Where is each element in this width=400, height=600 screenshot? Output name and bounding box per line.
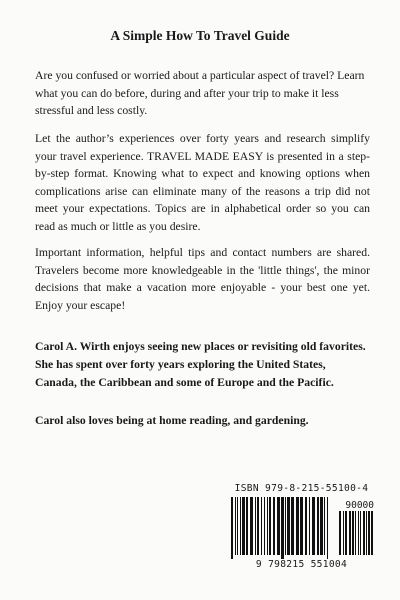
addon-bar [343, 511, 344, 555]
barcode-bar [240, 497, 241, 555]
barcode-bar [255, 497, 256, 555]
barcode-digits: 9 798215 551004 [255, 559, 348, 570]
barcode-bar [269, 497, 271, 555]
intro-paragraph: Are you confused or worried about a particular aspect of travel? Learn what you can do before, during and after your trip to make it less stressful and less costly. [35, 69, 365, 117]
barcode-bar [287, 497, 290, 555]
addon-bar [345, 511, 347, 555]
barcode-bar [312, 497, 315, 555]
cover-heading: A Simple How To Travel Guide [110, 28, 290, 43]
barcode-bar [305, 497, 307, 555]
barcode-bar [246, 497, 248, 555]
barcode-bar [324, 497, 325, 555]
barcode-bar [264, 497, 265, 555]
author-hobbies: Carol also loves being at home reading, and gardening. [35, 414, 309, 427]
barcode-bar [250, 497, 253, 555]
barcode-bar [296, 497, 299, 555]
experience-paragraph: Let the author’s experiences over forty years and research simplify your travel experience. TRAVEL MADE EASY is presented in a step-by-step format. Knowing what to expect and knowing options when complications arise can eliminate many of the reasons a trip did not meet your expectations. Topics are in alphabetical order so you can read as much or little as you desire. [35, 132, 370, 233]
tips-paragraph: Important information, helpful tips and contact numbers are shared. Travelers become more knowledgeable in the 'little things', the minor decisions that make a vacation more enjoyable - your best one yet. Enjoy your escape! [35, 246, 370, 312]
barcode-bar [242, 497, 245, 555]
barcode-bar [257, 497, 259, 555]
barcode-bar [317, 497, 319, 555]
barcode-bar [235, 497, 236, 555]
barcode-bar [261, 497, 262, 555]
addon-bar [366, 511, 367, 555]
barcode-bar [267, 497, 268, 555]
barcode-bar [309, 497, 310, 555]
barcode-bar [285, 497, 286, 555]
addon-bar [360, 511, 361, 555]
barcode-bar [277, 497, 280, 555]
addon-bar [349, 511, 351, 555]
barcode-bar [231, 497, 233, 559]
barcode-bar [273, 497, 275, 555]
addon-bar [352, 511, 354, 555]
author-bio: Carol A. Wirth enjoys seeing new places or revisiting old favorites. She has spent over forty years exploring the United States, Canada, the Caribbean and some of Europe and the Pacific. [35, 340, 366, 389]
isbn-barcode [229, 483, 374, 572]
barcode-bar [281, 497, 284, 559]
addon-bar [368, 511, 370, 555]
barcode-bar [237, 497, 238, 555]
addon-bar [355, 511, 356, 555]
barcode-bar [300, 497, 303, 555]
barcode-bar [291, 497, 294, 555]
addon-bar [363, 511, 365, 555]
addon-bar [371, 511, 373, 555]
addon-bar [339, 511, 341, 555]
barcode-bar [320, 497, 323, 555]
price-code: 90000 [345, 500, 374, 511]
barcode-bar [327, 497, 328, 559]
isbn-label: ISBN 979-8-215-55100-4 [234, 483, 369, 494]
addon-bar [358, 511, 359, 555]
